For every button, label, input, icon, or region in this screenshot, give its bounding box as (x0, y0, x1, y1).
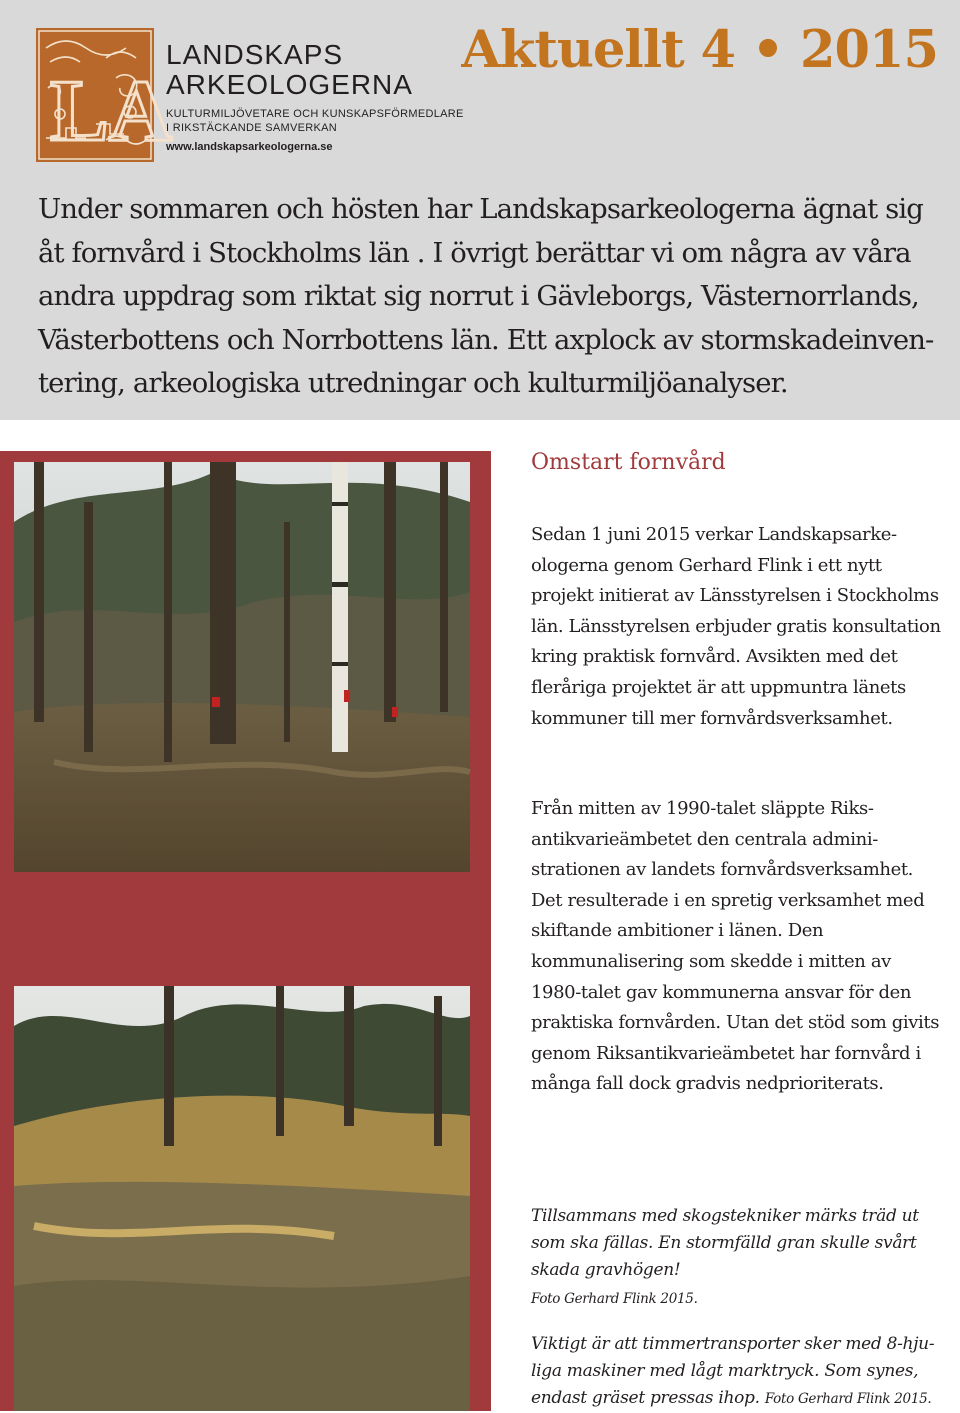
photo-grass-mound (14, 986, 470, 1411)
logo-icon (36, 28, 173, 162)
logo-monogram: LA (50, 63, 173, 160)
logo-tagline-2: I RIKSTÄCKANDE SAMVERKAN (166, 122, 338, 134)
caption-2-credit: Foto Gerhard Flink 2015. (764, 1391, 932, 1407)
logo-tagline-1: KULTURMILJÖVETARE OCH KUNSKAPSFÖRMEDLARE (166, 108, 464, 120)
photo-caption-2 (531, 1331, 943, 1413)
header-band (0, 0, 960, 420)
caption-2-text: Viktigt är att timmertransporter sker med 8-hjuliga maskiner med lågt marktryck. Som synes, endast gräset pressas ihop. (531, 1334, 935, 1408)
issue-title: Aktuellt 4 • 2015 (461, 20, 938, 80)
logo-name-line2: ARKEOLOGERNA (166, 69, 413, 100)
article-paragraph-1: Sedan 1 juni 2015 verkar Landskapsarkeologerna genom Gerhard Flink i ett nytt projekt initierat av Länsstyrelsen i Stockholms län. Länsstyrelsen erbjuder gratis konsultation kring praktisk fornvård. Avsikten med det fleråriga projektet är att uppmuntra länets kommuner till mer fornvårdsverksamhet. (531, 524, 941, 729)
photo-caption-1 (531, 1203, 943, 1313)
article-paragraph-2: Från mitten av 1990-talet släppte Riksantikvarieämbetet den centrala administrationen av landets fornvårdsverksamhet. Det resulterade i en spretig verksamhet med skiftande ambitioner i länen. Den kommunalisering som skedde i mitten av 1980-talet gav kommunerna ansvar för den praktiska fornvården. Utan det stöd som givits genom Riksantikvarieämbetet har fornvård i många fall dock gradvis nedprioriterats. (531, 798, 940, 1095)
logo-wordmark (166, 40, 464, 153)
caption-1-credit: Foto Gerhard Flink 2015. (531, 1291, 698, 1307)
caption-1-text: Tillsammans med skogstekniker märks träd ut som ska fällas. En stormfälld gran skulle svårt skada gravhögen! (531, 1206, 919, 1280)
section-heading: Omstart fornvård (531, 450, 726, 475)
intro-paragraph: Under sommaren och hösten har Landskapsarkeologerna ägnat sig åt fornvård i Stockholms län . I övrigt berättar vi om några av våra andra uppdrag som riktat sig norrut i Gävleborgs, Västernorrlands, Västerbottens och Norrbottens län. Ett axplock av stormskadeinventering, arkeologiska utredningar och kulturmiljöanalyser. (38, 193, 935, 399)
website-link[interactable]: www.landskapsarkeologerna.se (166, 141, 333, 153)
photo-forest-marked-trees (14, 462, 470, 872)
logo-name-line1: LANDSKAPS (166, 39, 344, 70)
